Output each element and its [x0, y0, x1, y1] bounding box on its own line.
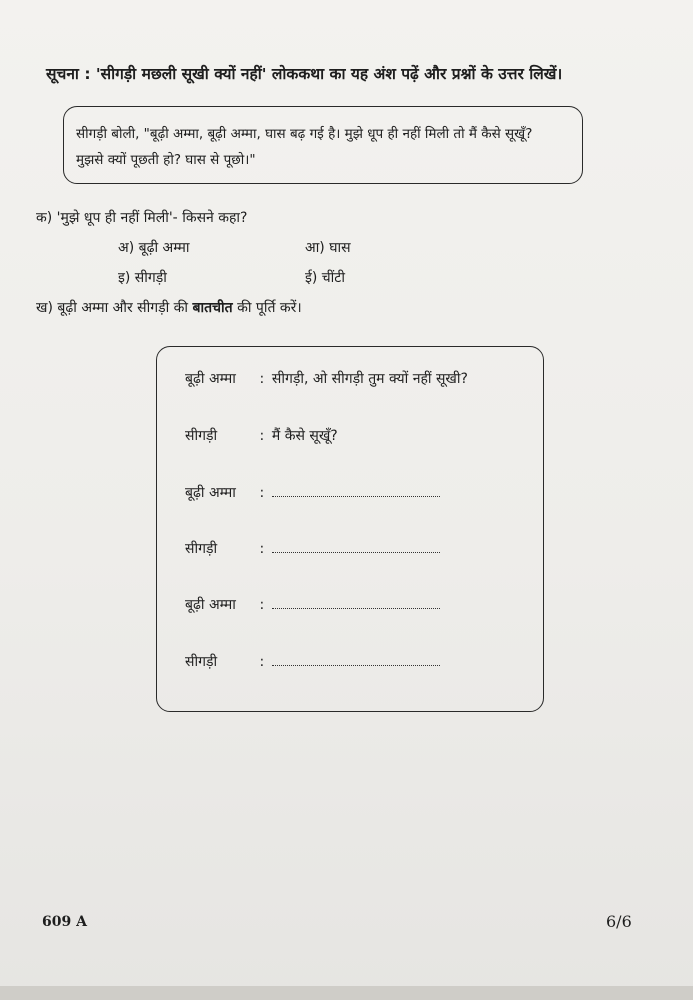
- dialogue-speaker: बूढ़ी अम्मा: [185, 371, 236, 387]
- dialogue-speaker: सीगड़ी: [185, 654, 218, 670]
- page-number: 6/6: [606, 912, 632, 931]
- question-b-prefix: ख) बूढ़ी अम्मा और सीगड़ी की: [36, 300, 193, 316]
- option-a[interactable]: अ) बूढ़ी अम्मा: [118, 240, 190, 256]
- instruction-text: सूचना : 'सीगड़ी मछली सूखी क्यों नहीं' लोककथा का यह अंश पढ़ें और प्रश्नों के उत्तर लिखें।: [46, 65, 563, 83]
- question-b: [36, 298, 302, 317]
- dialogue-speaker: सीगड़ी: [185, 541, 218, 557]
- passage-line-2: मुझसे क्यों पूछती हो? घास से पूछो।": [76, 152, 256, 168]
- passage-line-1: सीगड़ी बोली, "बूढ़ी अम्मा, बूढ़ी अम्मा, घास बढ़ गई है। मुझे धूप ही नहीं मिली तो मैं कैसे सूखूँ?: [76, 126, 533, 142]
- answer-blank[interactable]: [272, 484, 440, 497]
- question-b-bold: बातचीत: [192, 300, 233, 316]
- page-bottom-edge: [0, 986, 693, 1000]
- dialogue-row: [185, 426, 338, 445]
- dialogue-colon: :: [259, 597, 265, 613]
- dialogue-speaker: बूढ़ी अम्मा: [185, 597, 236, 613]
- dialogue-text: मैं कैसे सूखूँ?: [271, 428, 338, 444]
- dialogue-box: [156, 346, 544, 712]
- option-ii[interactable]: ई) चींटी: [305, 270, 345, 286]
- passage-box: [63, 106, 583, 184]
- dialogue-row: [185, 652, 440, 671]
- dialogue-colon: :: [259, 428, 265, 444]
- question-a: क) 'मुझे धूप ही नहीं मिली'- किसने कहा?: [36, 210, 248, 226]
- dialogue-text: सीगड़ी, ओ सीगड़ी तुम क्यों नहीं सूखी?: [271, 371, 468, 387]
- answer-blank[interactable]: [272, 596, 440, 609]
- paper-code: 609 A: [42, 914, 87, 930]
- answer-blank[interactable]: [272, 653, 440, 666]
- dialogue-row: [185, 539, 440, 558]
- dialogue-speaker: बूढ़ी अम्मा: [185, 485, 236, 501]
- dialogue-colon: :: [259, 541, 265, 557]
- dialogue-row: [185, 595, 440, 614]
- dialogue-colon: :: [259, 371, 265, 387]
- dialogue-colon: :: [259, 485, 265, 501]
- option-i[interactable]: इ) सीगड़ी: [118, 270, 167, 286]
- dialogue-row: [185, 483, 440, 502]
- question-b-suffix: की पूर्ति करें।: [232, 300, 302, 316]
- dialogue-speaker: सीगड़ी: [185, 428, 218, 444]
- option-aa[interactable]: आ) घास: [305, 240, 351, 256]
- dialogue-colon: :: [259, 654, 265, 670]
- answer-blank[interactable]: [272, 540, 440, 553]
- dialogue-row: [185, 369, 468, 388]
